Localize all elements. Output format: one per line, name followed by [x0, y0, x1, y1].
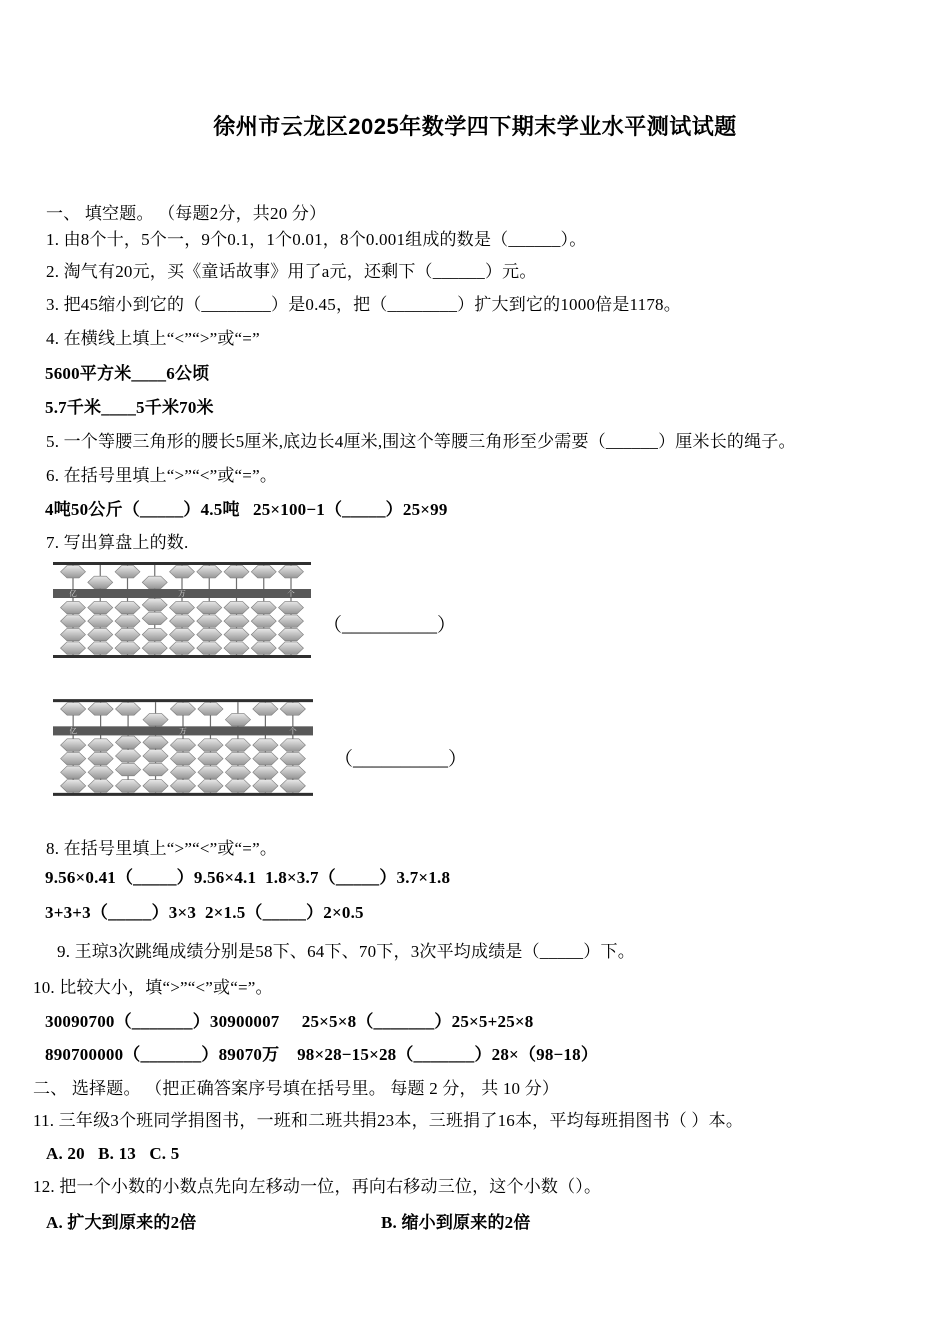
- question-8-compare-line-1: 9.56×0.41（_____）9.56×4.1 1.8×3.7（_____）3.7×1.8: [45, 868, 451, 887]
- abacus-2-answer-blank: （__________）: [334, 749, 468, 770]
- question-6: 6. 在括号里填上“>”“<”或“=”。: [46, 466, 278, 485]
- svg-text:个: 个: [287, 589, 295, 599]
- abacus-1-image: [53, 562, 311, 658]
- svg-text:个: 个: [289, 726, 297, 736]
- svg-text:万: 万: [179, 726, 187, 736]
- question-12-option-a: A. 扩大到原来的2倍: [46, 1213, 197, 1232]
- exam-title: 徐州市云龙区2025年数学四下期末学业水平测试试题: [213, 114, 737, 139]
- abacus-1-answer-blank: （__________）: [323, 615, 457, 636]
- question-10-compare-line-1: 30090700（_______）30900007 25×5×8（_______）25×5+25×8: [45, 1012, 534, 1031]
- question-8-compare-line-2: 3+3+3（_____）3×3 2×1.5（_____）2×0.5: [45, 903, 364, 922]
- svg-text:亿: 亿: [69, 726, 77, 736]
- section-1-heading: 一、 填空题。 （每题2分，共20 分）: [46, 204, 327, 223]
- question-11-options: A. 20 B. 13 C. 5: [46, 1144, 180, 1163]
- question-8: 8. 在括号里填上“>”“<”或“=”。: [46, 839, 278, 858]
- question-9: 9. 王琼3次跳绳成绩分别是58下、64下、70下，3次平均成绩是（_____）下。: [57, 942, 635, 961]
- question-12-option-b: B. 缩小到原来的2倍: [381, 1213, 531, 1232]
- question-11: 11. 三年级3个班同学捐图书，一班和二班共捐23本，三班捐了16本，平均每班捐图书（ ）本。: [33, 1111, 744, 1130]
- question-2: 2. 淘气有20元，买《童话故事》用了a元，还剩下（______）元。: [46, 262, 537, 281]
- question-5: 5. 一个等腰三角形的腰长5厘米,底边长4厘米,围这个等腰三角形至少需要（______）厘米长的绳子。: [46, 432, 796, 451]
- question-6-compare-line: 4吨50公斤（_____）4.5吨 25×100−1（_____）25×99: [45, 500, 448, 519]
- question-4: 4. 在横线上填上“<”“>”或“=”: [46, 329, 260, 348]
- question-10: 10. 比较大小，填“>”“<”或“=”。: [33, 978, 273, 997]
- svg-text:亿: 亿: [69, 589, 77, 599]
- question-3: 3. 把45缩小到它的（________）是0.45，把（________）扩大到它的1000倍是1178。: [46, 295, 681, 314]
- question-1: 1. 由8个十，5个一，9个0.1，1个0.01，8个0.001组成的数是（______）。: [46, 230, 587, 249]
- question-7: 7. 写出算盘上的数.: [46, 533, 189, 552]
- question-12: 12. 把一个小数的小数点先向左移动一位，再向右移动三位，这个小数（）。: [33, 1177, 602, 1196]
- section-2-heading: 二、 选择题。 （把正确答案序号填在括号里。 每题 2 分， 共 10 分）: [33, 1079, 560, 1098]
- svg-text:万: 万: [178, 589, 186, 599]
- question-4-blank-line-2: 5.7千米____5千米70米: [45, 398, 214, 417]
- question-10-compare-line-2: 890700000（_______）89070万 98×28−15×28（_______）28×（98−18）: [45, 1045, 599, 1064]
- abacus-2-image: [53, 699, 313, 796]
- question-4-blank-line-1: 5600平方米____6公顷: [45, 364, 210, 383]
